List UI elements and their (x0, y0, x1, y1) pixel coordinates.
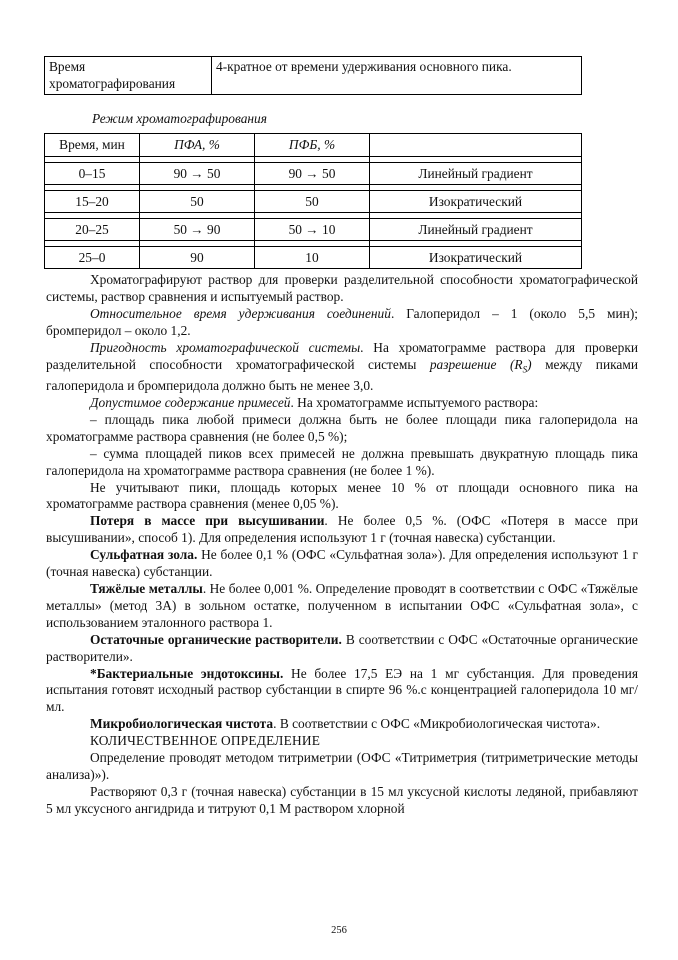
table-row (45, 163, 582, 185)
paragraph: Не учитывают пики, площадь которых менее 10 % от площади основного пика на хроматограмме раствора сравнения (менее 0,05 %). (46, 479, 638, 512)
emphasis: ) (527, 356, 532, 372)
table-cell: Изократический (370, 191, 582, 213)
paragraph: Сульфатная зола. Не более 0,1 % (ОФС «Сульфатная зола»). Для определения используют 1 г (точная навеска) субстанции. (46, 547, 638, 580)
table-cell: 90 → 50 (255, 163, 370, 185)
emphasis: Допустимое содержание примесей (90, 395, 291, 411)
table-cell: 50 → 90 (140, 219, 255, 241)
paragraph: Допустимое содержание примесей. На хроматограмме испытуемого раствора: (90, 395, 539, 411)
paragraph: Определение проводят методом титриметрии (ОФС «Титриметрия (титриметрические методы анализа)»). (46, 750, 638, 782)
chromatography-time-table (44, 56, 582, 95)
table-cell: 90 → 50 (140, 163, 255, 185)
emphasis: Пригодность хроматографической системы (90, 339, 361, 355)
section-heading: Сульфатная зола. (90, 547, 198, 563)
table-row (45, 57, 582, 95)
paragraph: Относительное время удерживания соединений. Галоперидол – 1 (около 5,5 мин); бромперидол – около 1,2. (46, 305, 638, 338)
table-cell: 25–0 (45, 247, 140, 269)
table-cell: 4-кратное от времени удерживания основного пика. (212, 57, 582, 95)
table-cell: 90 (140, 247, 255, 269)
column-header: Время, мин (45, 134, 140, 157)
column-header: ПФА, % (140, 134, 255, 157)
paragraph: Пригодность хроматографической системы. На хроматограмме раствора для проверки разделительной способности хроматографической системы разрешение $(R_S)$ между пиками галоперидола и бромперидола должно быть не менее 3,0. (46, 339, 638, 394)
subscript: S (522, 364, 528, 375)
paragraph: Тяжёлые металлы. Не более 0,001 %. Определение проводят в соответствии с ОФС «Тяжёлые металлы» (метод 3А) в зольном остатке, полученном в испытании ОФС «Сульфатная зола», с использованием эталонного раствора 1. (46, 580, 638, 630)
table-cell: 50 (140, 191, 255, 213)
table-cell: 0–15 (45, 163, 140, 185)
table-caption: Режим хроматографирования (92, 111, 267, 126)
table-row (45, 247, 582, 269)
table-row (45, 191, 582, 213)
table-cell: Линейный градиент (370, 163, 582, 185)
paragraph: – площадь пика любой примеси должна быть не более площади пика галоперидола на хроматограмме раствора сравнения (не более 0,5 %); (46, 411, 638, 444)
section-title: КОЛИЧЕСТВЕННОЕ ОПРЕДЕЛЕНИЕ (90, 733, 321, 749)
table-header-row (45, 134, 582, 157)
table-cell: 50 → 10 (255, 219, 370, 241)
section-heading: *Бактериальные эндотоксины. (90, 665, 284, 681)
section-heading: Остаточные органические растворители. (90, 631, 342, 647)
section-heading: Микробиологическая чистота (90, 716, 274, 732)
table-cell: Изократический (370, 247, 582, 269)
table-row (45, 219, 582, 241)
paragraph: Потеря в массе при высушивании. Не более 0,5 %. (ОФС «Потеря в массе при высушивании», способ 1). Для определения используют 1 г (точная навеска) субстанции. (46, 513, 638, 546)
chromatography-mode-table (44, 133, 582, 269)
paragraph: Растворяют 0,3 г (точная навеска) субстанции в 15 мл уксусной кислоты ледяной, прибавляют 5 мл уксусного ангидрида и титруют 0,1 М раствором хлорной (46, 783, 638, 816)
table-cell: Линейный градиент (370, 219, 582, 241)
section-heading: Потеря в массе при высушивании (90, 513, 325, 529)
column-header (370, 134, 582, 157)
table-cell: 50 (255, 191, 370, 213)
paragraph: *Бактериальные эндотоксины. Не более 17,5 ЕЭ на 1 мг субстанция. Для проведения испытания готовят исходный раствор субстанции в спирте 96 %.с концентрацией галоперидола 10 мг/мл. (46, 665, 638, 715)
paragraph: Микробиологическая чистота. В соответствии с ОФС «Микробиологическая чистота». (90, 716, 601, 732)
emphasis: Относительное время удерживания соединений (90, 305, 391, 321)
table-cell: 20–25 (45, 219, 140, 241)
column-header: ПФБ, % (255, 134, 370, 157)
paragraph: – сумма площадей пиков всех примесей не должна превышать двукратную площадь пика галоперидола на хроматограмме раствора сравнения (не более 1 %). (46, 445, 638, 478)
emphasis: разрешение (R (429, 356, 523, 372)
page-number: 256 (331, 925, 347, 936)
table-cell: Время хроматографирования (45, 57, 212, 95)
section-heading: Тяжёлые металлы (90, 580, 203, 596)
body-text (46, 272, 638, 818)
table-cell: 10 (255, 247, 370, 269)
paragraph: Хроматографируют раствор для проверки разделительной способности хроматографической системы, раствор сравнения и испытуемый раствор. (46, 272, 638, 304)
paragraph: Остаточные органические растворители. В соответствии с ОФС «Остаточные органические растворители». (46, 631, 638, 664)
table-cell: 15–20 (45, 191, 140, 213)
